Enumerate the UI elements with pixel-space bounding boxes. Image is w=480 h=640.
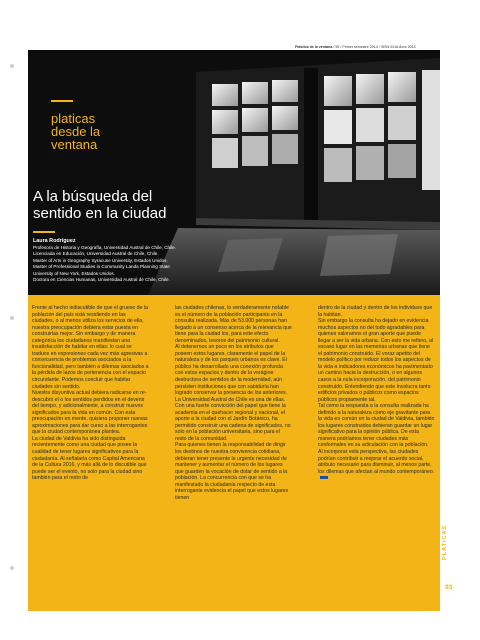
author-credential: Master of Arts in Geography Syracuse University, Estados Unidos. (33, 257, 168, 263)
section-title-line-2: desde la (51, 124, 101, 139)
author-credential: Master of Professional Studies in Community Landa Planning State (33, 264, 170, 270)
paragraph: Al detenernos un poco en los atributos que poseen estos lugares, claramente el papel de la naturaleza y de los parques urbanos es clave. El público ha desarrollado una conexión profunda con estos espacios y dentro de la vorágine destructora de sentidos de la modernidad, aún persisten instituciones que con sabiduría han logrado conservar la presencia de los anteriores. La Universidad Austral de Chile es una de ellas. Con una fuerte convicción del papel que tiene la academia en el quehacer regional y nacional, el aporte a la ciudad con el Jardín Botánico, ha permitido construir una cadena de significados, no solo en la población universitaria, sino para el resto de la comunidad. (175, 344, 291, 442)
running-header-publication: Plástica de la ventana (295, 45, 333, 49)
paragraph: Nuestra disyuntiva actual debiera radicarse en re-descubrir el o los sentidos perdidos en el devenir del tiempo, y adicionalmente, a construir nuevos significados para la vida en común. Con esta preocupación en mente, quisiera proponer nuevas aproximaciones para dar curso a las interrogantes que la ciudad contemporánea plantea. (32, 390, 148, 436)
hero-panel (28, 50, 440, 295)
end-of-article-icon (320, 476, 328, 479)
article-title (33, 188, 233, 222)
running-header (295, 45, 445, 49)
paragraph: Sin embargo la consulta ha dejado en evidencia muchos aspectos no del todo agradables para quienes valoramos el gran aporte que puede llegar a ser la vida urbana. Con esto me refiero, al escaso lugar en las memorias urbanas que tiene el patrimonio construido. El voraz apetito del modelo político por reducir todos los aspectos de la vida a indicadores económicos ha pavimentado un camino hacia la destrucción, o en algunos casos a la nula incorporación, del patrimonio construido. Entendiendo que este involucra tanto edificios privados o públicos como espacios públicos propiamente tal. (318, 318, 434, 403)
author-credential: Doctora en Ciencias Humanas, Universidad Austral de Chile, Chile. (33, 277, 170, 283)
body-column-1 (32, 305, 149, 482)
window-frame-right (324, 70, 440, 190)
window-frame-left (212, 80, 298, 168)
paragraph: dentro de la ciudad y dentro de los individuos que la habitan. (318, 305, 433, 318)
paragraph-text: Al incorporar esta perspectiva, las ciudades podrían contribuir a mejorar el acuerdo social, atributo necesario para disminuir, al menos parte, los dilemas que afectan al mundo contemporáneo. (318, 449, 435, 475)
binder-hole-bottom (10, 566, 14, 570)
paragraph: Tal como la respuesta a la consulta realizada ha definido a la naturaleza como eje gravitante para la vida en común en la ciudad de Valdivia, también los lugares construidos debieran guardar un lugar significativo para la opinión pública. De esta manera podríamos tener ciudades más conformales en su articulación con la población. (318, 403, 435, 449)
author-block (33, 238, 273, 283)
article-title-line-1: A la búsqueda del (33, 188, 153, 205)
paragraph: las ciudades chilenas, lo verdaderamente notable es el número de la población participante en la consulta realizada. Más de 53.000 personas han llegado a un consenso acerca de la relevancia que tiene para la ciudad los, para este efecto denominados, tesoros del patrimonio cultural. (175, 305, 292, 344)
paragraph: Frente al hecho indiscutible de que el grueso de la población del país está residiendo en las ciudades, o al menos utiliza los servicios de ella, nuestra preocupación debiera estar puesta en construirlas mejor. Sin embargo y de manera categórica los ciudadanos manifiestan una insatisfacción de habitar en ellas: lo cual se traduce en expresiones cada vez más agresivas a consecuencia de problemas asociados a la funcionalidad, pero también a dilemas asociados a la pérdida de lazos de pertenencia con el espacio circundante. Podemos concluir que habitar ciudades sin sentido. (32, 305, 149, 390)
binder-hole-top (10, 64, 14, 68)
author-name: Laura Rodríguez (33, 238, 76, 244)
section-title (51, 112, 161, 151)
paragraph: La ciudad de Valdivia ha sido distinguida recientemente como una ciudad que posee la cualidad de tener lugares significativos para la ciudadanía. Al señalarla como Capital Americana de la Cultura 2016, y más allá de lo discutible que puede ser el evento, no solo para la ciudad sino también para el resto de (32, 435, 147, 482)
section-title-line-3: ventana (51, 137, 98, 152)
binder-hole-middle (10, 316, 14, 320)
section-side-label: PLATICAS (442, 524, 448, 560)
page-number: 93 (445, 584, 453, 591)
section-title-line-1: platicas (51, 111, 96, 126)
section-accent-rule (51, 100, 73, 102)
body-column-2 (175, 305, 292, 501)
running-header-issue: / 55 / Primer semestre 2014 / ISSN 0416-8xxx 2014 (333, 45, 416, 49)
author-credential: University of New York, Estados Unidos. (33, 270, 115, 276)
author-credential: Profesora de Historia y Geografía, Universidad Austral de Chile, Chile. (33, 245, 176, 250)
body-column-3 (318, 305, 435, 482)
article-title-line-2: sentido en la ciudad (33, 205, 167, 222)
paragraph: Para quienes tienen la responsabilidad de dirigir los destinos de nuestra convivencia cotidiana, debieran tener presente la urgente necesidad de mantener y aumentar el número de los lugares que guarden la vocación de dotar de sentido a la población. La concurrencia con que se ha manifestado la ciudadanía respecto de esta interrogante evidencia el papel que estos lugares tienen (175, 442, 289, 501)
author-credential: Licenciada en Educación, Universidad Austral de Chile, Chile. (33, 251, 159, 257)
paragraph (318, 449, 435, 482)
title-accent-rule (33, 231, 55, 233)
